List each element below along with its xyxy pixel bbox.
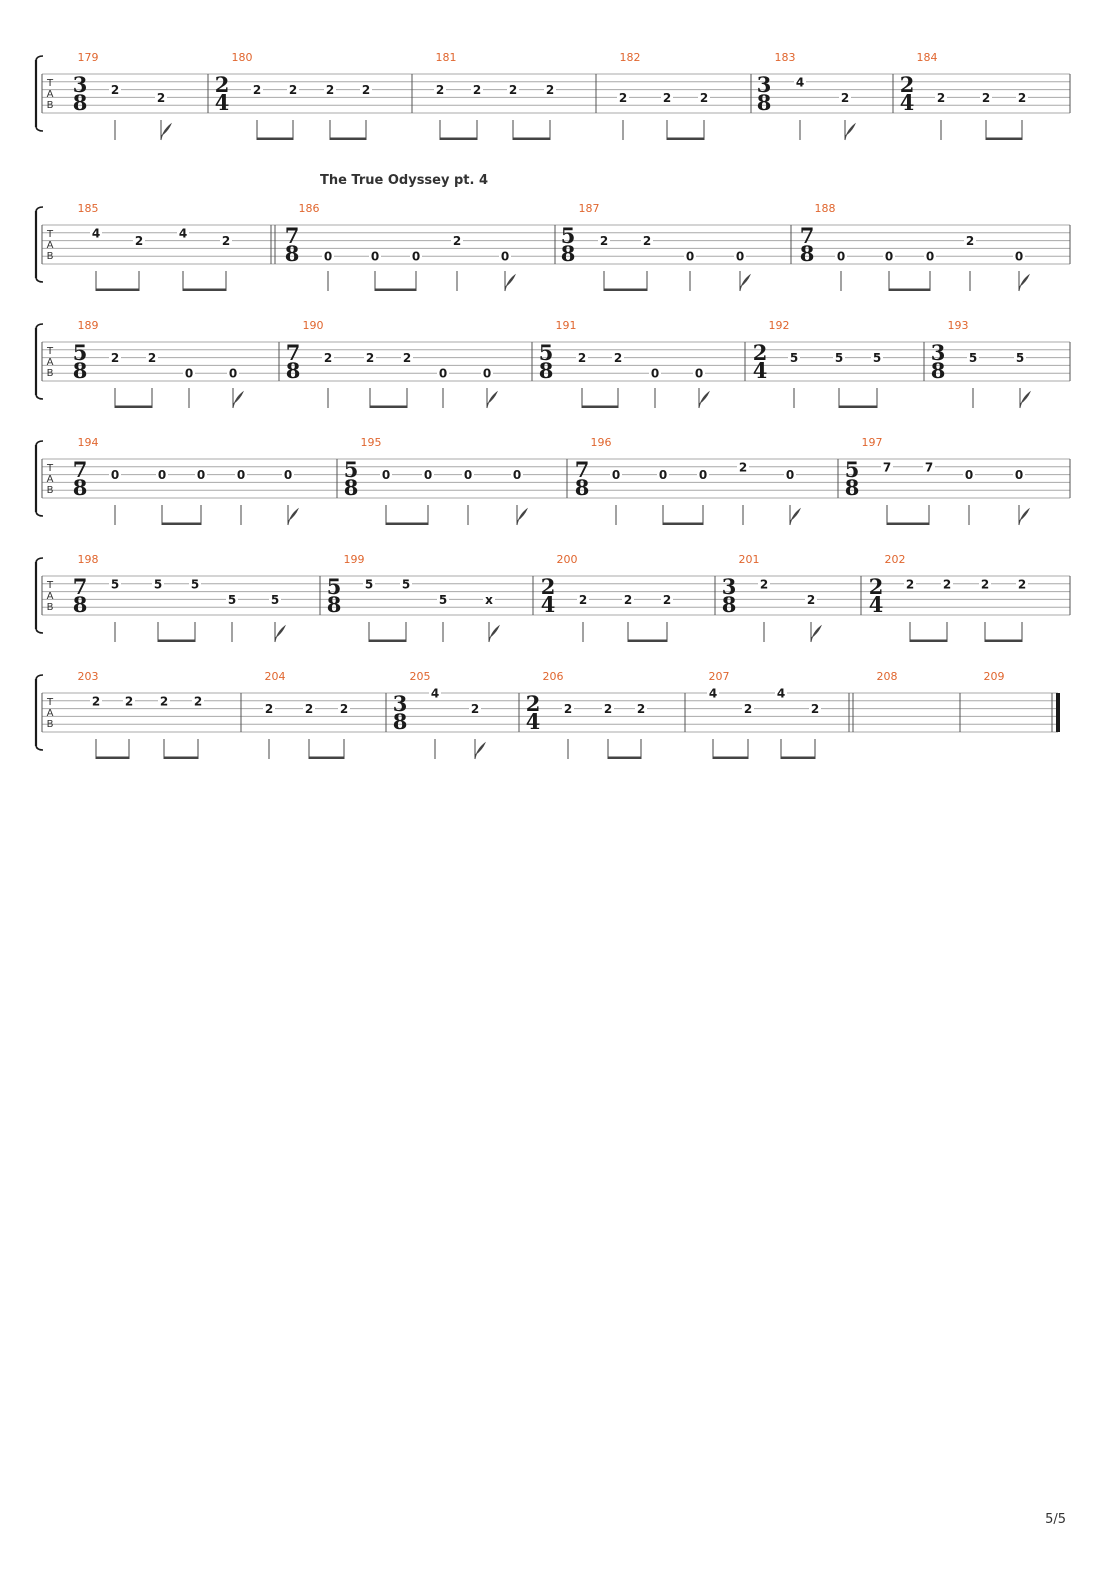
eighth-flag [161, 124, 171, 140]
fret-number: 0 [381, 468, 391, 483]
fret-number: 4 [776, 686, 786, 701]
fret-number: 2 [124, 694, 134, 709]
measure-number: 189 [77, 319, 99, 332]
note-beam [257, 138, 293, 141]
measure-number: 184 [916, 51, 938, 64]
fret-number: 4 [708, 686, 718, 701]
eighth-flag [487, 392, 497, 408]
fret-number: 2 [599, 234, 609, 249]
fret-number: 2 [563, 702, 573, 717]
measure-number: 179 [77, 51, 99, 64]
time-signature-bottom: 8 [756, 90, 772, 115]
system-bracket-hook-top [36, 441, 43, 445]
note-beam [781, 757, 815, 760]
fret-number: 0 [694, 366, 704, 381]
fret-number: 5 [1015, 351, 1025, 366]
time-signature-top: 2 [540, 574, 556, 599]
time-signature-top: 7 [799, 223, 815, 248]
fret-number: 2 [603, 702, 613, 717]
fret-number: 0 [157, 468, 167, 483]
fret-number: 4 [430, 686, 440, 701]
measure-number: 186 [298, 202, 320, 215]
fret-number: 2 [147, 351, 157, 366]
time-signature-top: 3 [392, 691, 408, 716]
time-signature-bottom: 4 [899, 90, 915, 115]
fret-number: 0 [658, 468, 668, 483]
tab-clef-letter: A [46, 240, 54, 251]
fret-number: 5 [872, 351, 882, 366]
measure-number: 192 [768, 319, 790, 332]
fret-number: 2 [743, 702, 753, 717]
note-beam [839, 406, 877, 409]
system-bracket-hook-top [36, 675, 43, 679]
note-beam [604, 289, 647, 292]
time-signature-top: 7 [284, 223, 300, 248]
measure-number: 185 [77, 202, 99, 215]
fret-number: 2 [361, 83, 371, 98]
measure-number: 181 [435, 51, 457, 64]
time-signature-top: 3 [756, 72, 772, 97]
eighth-flag [790, 509, 800, 525]
fret-number: 5 [227, 592, 237, 607]
eighth-flag [811, 626, 821, 642]
eighth-flag [517, 509, 527, 525]
eighth-flag [845, 124, 855, 140]
fret-number: 5 [110, 577, 120, 592]
fret-number: 0 [438, 366, 448, 381]
measure-number: 190 [302, 319, 324, 332]
fret-number: 0 [698, 468, 708, 483]
time-signature-bottom: 8 [284, 241, 300, 266]
fret-number: 2 [806, 592, 816, 607]
fret-number: 2 [1017, 90, 1027, 105]
fret-number: 5 [401, 577, 411, 592]
time-signature-bottom: 8 [721, 592, 737, 617]
fret-number: 2 [618, 90, 628, 105]
system-bracket-hook-bottom [36, 395, 43, 399]
fret-number: 0 [228, 366, 238, 381]
measure-number: 188 [814, 202, 836, 215]
fret-number: 2 [699, 90, 709, 105]
system-bracket-hook-bottom [36, 278, 43, 282]
tab-clef-letter: B [46, 100, 54, 111]
fret-number: 2 [339, 702, 349, 717]
time-signature-top: 3 [721, 574, 737, 599]
dead-note: x [485, 592, 493, 607]
time-signature-top: 5 [72, 340, 88, 365]
note-beam [663, 523, 703, 526]
note-beam [628, 640, 667, 643]
tab-clef-letter: B [46, 719, 54, 730]
system-bracket-hook-top [36, 56, 43, 60]
time-signature-bottom: 8 [72, 90, 88, 115]
note-beam [582, 406, 618, 409]
time-signature-top: 3 [930, 340, 946, 365]
note-beam [370, 406, 407, 409]
measure-number: 195 [360, 436, 382, 449]
fret-number: 5 [270, 592, 280, 607]
fret-number: 2 [325, 83, 335, 98]
system-bracket-hook-bottom [36, 629, 43, 633]
time-signature-top: 2 [868, 574, 884, 599]
fret-number: 0 [785, 468, 795, 483]
eighth-flag [288, 509, 298, 525]
fret-number: 2 [472, 83, 482, 98]
tab-clef-letter: T [46, 580, 54, 591]
tab-clef-letter: B [46, 251, 54, 262]
fret-number: 5 [968, 351, 978, 366]
time-signature-top: 5 [844, 457, 860, 482]
system-bracket-hook-bottom [36, 746, 43, 750]
fret-number: 0 [184, 366, 194, 381]
fret-number: 2 [942, 577, 952, 592]
fret-number: 2 [435, 83, 445, 98]
final-barline-thick [1056, 693, 1060, 732]
note-beam [309, 757, 344, 760]
measure-number: 197 [861, 436, 883, 449]
fret-number: 2 [662, 90, 672, 105]
eighth-flag [233, 392, 243, 408]
measure-number: 182 [619, 51, 641, 64]
note-beam [887, 523, 929, 526]
tab-clef-letter: T [46, 346, 54, 357]
time-signature-top: 2 [214, 72, 230, 97]
fret-number: 2 [252, 83, 262, 98]
fret-number: 2 [91, 694, 101, 709]
measure-number: 196 [590, 436, 612, 449]
measure-number: 200 [556, 553, 578, 566]
fret-number: 2 [636, 702, 646, 717]
fret-number: 0 [110, 468, 120, 483]
fret-number: 2 [980, 577, 990, 592]
time-signature-top: 5 [326, 574, 342, 599]
note-beam [162, 523, 201, 526]
note-beam [889, 289, 930, 292]
system-bracket-hook-top [36, 558, 43, 562]
fret-number: 2 [110, 351, 120, 366]
time-signature-top: 5 [560, 223, 576, 248]
time-signature-bottom: 4 [540, 592, 556, 617]
fret-number: 5 [364, 577, 374, 592]
time-signature-top: 7 [574, 457, 590, 482]
page-number: 5/5 [1045, 1512, 1066, 1527]
tab-clef-letter: T [46, 463, 54, 474]
time-signature-bottom: 8 [844, 475, 860, 500]
fret-number: 2 [110, 83, 120, 98]
fret-number: 0 [283, 468, 293, 483]
time-signature-top: 3 [72, 72, 88, 97]
fret-number: 2 [221, 234, 231, 249]
time-signature-bottom: 4 [868, 592, 884, 617]
system-bracket-hook-top [36, 207, 43, 211]
fret-number: 0 [500, 249, 510, 264]
time-signature-bottom: 4 [214, 90, 230, 115]
fret-number: 2 [304, 702, 314, 717]
fret-number: 7 [882, 460, 892, 475]
fret-number: 0 [735, 249, 745, 264]
system-bracket-hook-top [36, 324, 43, 328]
time-signature-top: 5 [538, 340, 554, 365]
fret-number: 2 [452, 234, 462, 249]
tab-clef-letter: B [46, 602, 54, 613]
note-beam [608, 757, 641, 760]
note-beam [164, 757, 198, 760]
time-signature-bottom: 8 [392, 709, 408, 734]
fret-number: 2 [323, 351, 333, 366]
note-beam [96, 757, 129, 760]
time-signature-bottom: 8 [799, 241, 815, 266]
fret-number: 2 [134, 234, 144, 249]
measure-number: 209 [983, 670, 1005, 683]
fret-number: 2 [810, 702, 820, 717]
fret-number: 2 [613, 351, 623, 366]
note-beam [330, 138, 366, 141]
tab-clef-letter: B [46, 485, 54, 496]
tab-clef-letter: B [46, 368, 54, 379]
fret-number: 0 [512, 468, 522, 483]
eighth-flag [489, 626, 499, 642]
time-signature-top: 2 [899, 72, 915, 97]
measure-number: 180 [231, 51, 253, 64]
eighth-flag [505, 275, 515, 291]
note-beam [158, 640, 195, 643]
time-signature-bottom: 8 [285, 358, 301, 383]
tab-clef-letter: A [46, 474, 54, 485]
fret-number: 2 [156, 90, 166, 105]
note-beam [369, 640, 406, 643]
time-signature-top: 7 [285, 340, 301, 365]
fret-number: 0 [1014, 468, 1024, 483]
fret-number: 0 [611, 468, 621, 483]
fret-number: 0 [370, 249, 380, 264]
fret-number: 5 [190, 577, 200, 592]
fret-number: 2 [288, 83, 298, 98]
time-signature-bottom: 8 [560, 241, 576, 266]
fret-number: 0 [482, 366, 492, 381]
fret-number: 2 [840, 90, 850, 105]
system-bracket-hook-bottom [36, 512, 43, 516]
note-beam [183, 289, 226, 292]
time-signature-top: 2 [525, 691, 541, 716]
fret-number: 2 [1017, 577, 1027, 592]
fret-number: 2 [965, 234, 975, 249]
note-beam [986, 138, 1022, 141]
fret-number: 4 [178, 226, 188, 241]
fret-number: 2 [508, 83, 518, 98]
note-beam [440, 138, 477, 141]
eighth-flag [1019, 509, 1029, 525]
measure-number: 194 [77, 436, 99, 449]
fret-number: 5 [438, 592, 448, 607]
time-signature-top: 7 [72, 574, 88, 599]
measure-number: 199 [343, 553, 365, 566]
time-signature-bottom: 4 [752, 358, 768, 383]
time-signature-bottom: 4 [525, 709, 541, 734]
fret-number: 2 [642, 234, 652, 249]
fret-number: 2 [470, 702, 480, 717]
fret-number: 2 [545, 83, 555, 98]
fret-number: 2 [159, 694, 169, 709]
measure-number: 205 [409, 670, 431, 683]
tab-clef-letter: A [46, 89, 54, 100]
fret-number: 4 [91, 226, 101, 241]
fret-number: 0 [964, 468, 974, 483]
tab-clef-letter: T [46, 697, 54, 708]
time-signature-bottom: 8 [930, 358, 946, 383]
fret-number: 0 [423, 468, 433, 483]
tab-clef-letter: A [46, 591, 54, 602]
fret-number: 5 [153, 577, 163, 592]
time-signature-bottom: 8 [343, 475, 359, 500]
tab-clef-letter: A [46, 357, 54, 368]
time-signature-bottom: 8 [538, 358, 554, 383]
eighth-flag [275, 626, 285, 642]
fret-number: 0 [685, 249, 695, 264]
note-beam [96, 289, 139, 292]
fret-number: 0 [196, 468, 206, 483]
fret-number: 2 [402, 351, 412, 366]
fret-number: 2 [936, 90, 946, 105]
time-signature-top: 2 [752, 340, 768, 365]
measure-number: 198 [77, 553, 99, 566]
measure-number: 207 [708, 670, 730, 683]
fret-number: 5 [834, 351, 844, 366]
fret-number: 2 [193, 694, 203, 709]
time-signature-bottom: 8 [574, 475, 590, 500]
fret-number: 2 [981, 90, 991, 105]
tab-clef-letter: T [46, 229, 54, 240]
fret-number: 2 [905, 577, 915, 592]
fret-number: 0 [463, 468, 473, 483]
note-beam [713, 757, 748, 760]
fret-number: 0 [925, 249, 935, 264]
note-beam [115, 406, 152, 409]
fret-number: 0 [236, 468, 246, 483]
fret-number: 2 [577, 351, 587, 366]
fret-number: 7 [924, 460, 934, 475]
fret-number: 2 [738, 460, 748, 475]
note-beam [386, 523, 428, 526]
system-bracket-hook-bottom [36, 127, 43, 131]
time-signature-bottom: 8 [72, 358, 88, 383]
time-signature-bottom: 8 [72, 475, 88, 500]
fret-number: 2 [578, 592, 588, 607]
measure-number: 201 [738, 553, 760, 566]
note-beam [375, 289, 416, 292]
eighth-flag [475, 743, 485, 759]
measure-number: 187 [578, 202, 600, 215]
note-beam [513, 138, 550, 141]
fret-number: 2 [662, 592, 672, 607]
fret-number: 0 [836, 249, 846, 264]
eighth-flag [699, 392, 709, 408]
note-beam [985, 640, 1022, 643]
fret-number: 0 [411, 249, 421, 264]
fret-number: 0 [650, 366, 660, 381]
measure-number: 206 [542, 670, 564, 683]
measure-number: 183 [774, 51, 796, 64]
tab-clef-letter: A [46, 708, 54, 719]
fret-number: 2 [365, 351, 375, 366]
time-signature-bottom: 8 [72, 592, 88, 617]
time-signature-top: 5 [343, 457, 359, 482]
fret-number: 4 [795, 75, 805, 90]
note-beam [910, 640, 947, 643]
fret-number: 0 [1014, 249, 1024, 264]
fret-number: 2 [623, 592, 633, 607]
measure-number: 193 [947, 319, 969, 332]
measure-number: 191 [555, 319, 577, 332]
tab-clef-letter: T [46, 78, 54, 89]
measure-number: 204 [264, 670, 286, 683]
fret-number: 2 [264, 702, 274, 717]
measure-number: 202 [884, 553, 906, 566]
eighth-flag [740, 275, 750, 291]
measure-number: 208 [876, 670, 898, 683]
fret-number: 2 [759, 577, 769, 592]
time-signature-bottom: 8 [326, 592, 342, 617]
fret-number: 0 [884, 249, 894, 264]
fret-number: 5 [789, 351, 799, 366]
section-title: The True Odyssey pt. 4 [319, 173, 489, 188]
note-beam [667, 138, 704, 141]
eighth-flag [1019, 275, 1029, 291]
eighth-flag [1020, 392, 1030, 408]
time-signature-top: 7 [72, 457, 88, 482]
measure-number: 203 [77, 670, 99, 683]
fret-number: 0 [323, 249, 333, 264]
